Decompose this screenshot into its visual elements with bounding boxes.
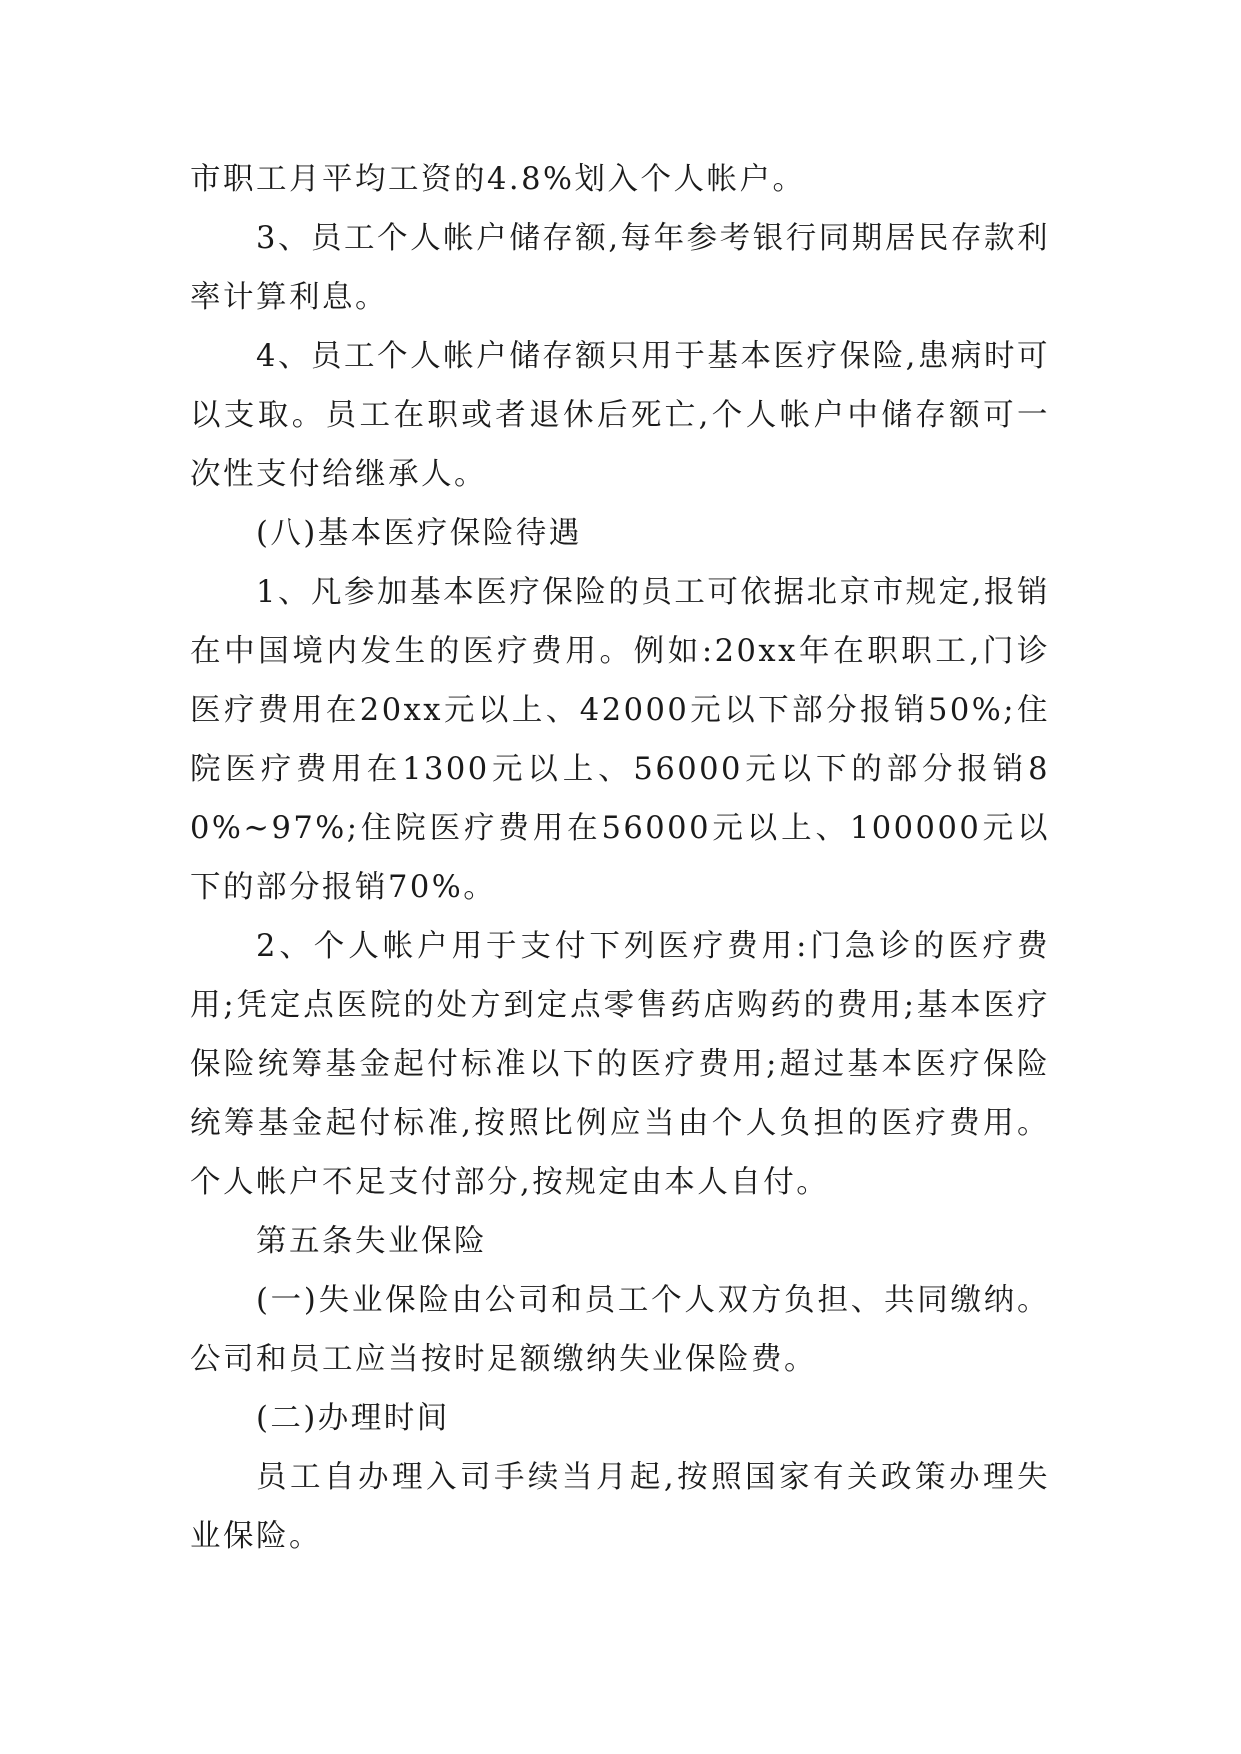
paragraph-benefit-1: 1、凡参加基本医疗保险的员工可依据北京市规定,报销在中国境内发生的医疗费用。例如:20xx年在职职工,门诊医疗费用在20xx元以上、42000元以下部分报销50%;住院医疗费用在1300元以上、56000元以下的部分报销80%~97%;住院医疗费用在56000元以上、100000元以下的部分报销70%。 — [190, 575, 1050, 905]
article-heading-5: 第五条失业保险 — [256, 1224, 487, 1259]
document-body — [190, 150, 1050, 1566]
section-heading-2: (二)办理时间 — [256, 1401, 450, 1436]
paragraph-continuation: 市职工月平均工资的4.8%划入个人帐户。 — [190, 162, 806, 197]
paragraph-handling-time: 员工自办理入司手续当月起,按照国家有关政策办理失业保险。 — [190, 1460, 1050, 1554]
paragraph-section-1: (一)失业保险由公司和员工个人双方负担、共同缴纳。公司和员工应当按时足额缴纳失业保险费。 — [190, 1283, 1050, 1377]
section-heading-8: (八)基本医疗保险待遇 — [256, 516, 582, 551]
paragraph-item-4: 4、员工个人帐户储存额只用于基本医疗保险,患病时可以支取。员工在职或者退休后死亡,个人帐户中储存额可一次性支付给继承人。 — [190, 339, 1050, 492]
paragraph-benefit-2: 2、个人帐户用于支付下列医疗费用:门急诊的医疗费用;凭定点医院的处方到定点零售药店购药的费用;基本医疗保险统筹基金起付标准以下的医疗费用;超过基本医疗保险统筹基金起付标准,按照比例应当由个人负担的医疗费用。个人帐户不足支付部分,按规定由本人自付。 — [190, 929, 1050, 1200]
paragraph-item-3: 3、员工个人帐户储存额,每年参考银行同期居民存款利率计算利息。 — [190, 221, 1050, 315]
